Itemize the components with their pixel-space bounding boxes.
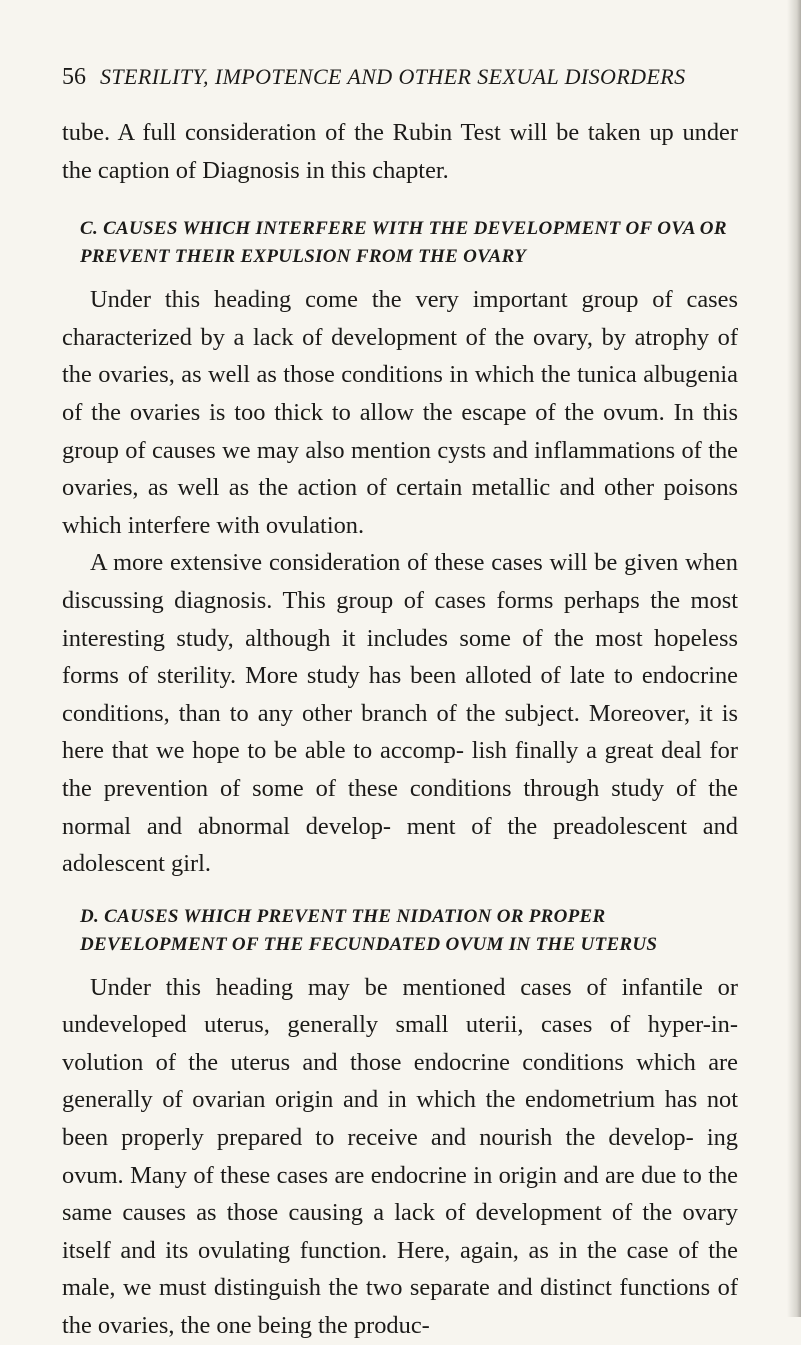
page-number: 56: [62, 64, 86, 90]
paragraph-section-c-2: A more extensive consideration of these cases will be given when discussing diagnosis. This group of cases forms perhaps the most interesting study, although it includes some of the most hopeless forms of sterility. More study has been alloted of late to endocrine conditions, than to any other branch of the subject. Moreover, it is here that we hope to be able to accomp- lish finally a great deal for the prevention of some of these conditions through study of the normal and abnormal develop- ment of the preadolescent and adolescent girl.: [62, 549, 738, 878]
paragraph-continuation: tube. A full consideration of the Rubin Test will be taken up under the caption of Diagnosis in this chapter.: [62, 119, 738, 184]
page-edge-shadow: [787, 0, 801, 1317]
running-head: [62, 64, 738, 94]
section-heading-c: C. CAUSES WHICH INTERFERE WITH THE DEVELOPMENT OF OVA OR PREVENT THEIR EXPULSION FROM THE OVARY: [80, 218, 727, 268]
section-heading-d: D. CAUSES WHICH PREVENT THE NIDATION OR PROPER DEVELOPMENT OF THE FECUNDATED OVUM IN THE UTERUS: [80, 905, 658, 955]
paragraph-section-d-1: Under this heading may be mentioned cases of infantile or undeveloped uterus, generally small uterii, cases of hyper-in- volution of the uterus and those endocrine conditions which are generally of ovarian origin and in which the endometrium has not been properly prepared to receive and nourish the develop- ing ovum. Many of these cases are endocrine in origin and are due to the same causes as those causing a lack of development of the ovary itself and its ovulating function. Here, again, as in the case of the male, we must distinguish the two separate and distinct functions of the ovaries, the one being the produc-: [62, 973, 738, 1340]
book-page: [62, 64, 738, 1345]
paragraph-section-c-1: Under this heading come the very important group of cases characterized by a lack of development of the ovary, by atrophy of the ovaries, as well as those conditions in which the tunica albugenia of the ovaries is too thick to allow the escape of the ovum. In this group of causes we may also mention cysts and inflammations of the ovaries, as well as the action of certain metallic and other poisons which interfere with ovulation.: [62, 286, 738, 539]
running-title: STERILITY, IMPOTENCE AND OTHER SEXUAL DISORDERS: [100, 64, 686, 89]
